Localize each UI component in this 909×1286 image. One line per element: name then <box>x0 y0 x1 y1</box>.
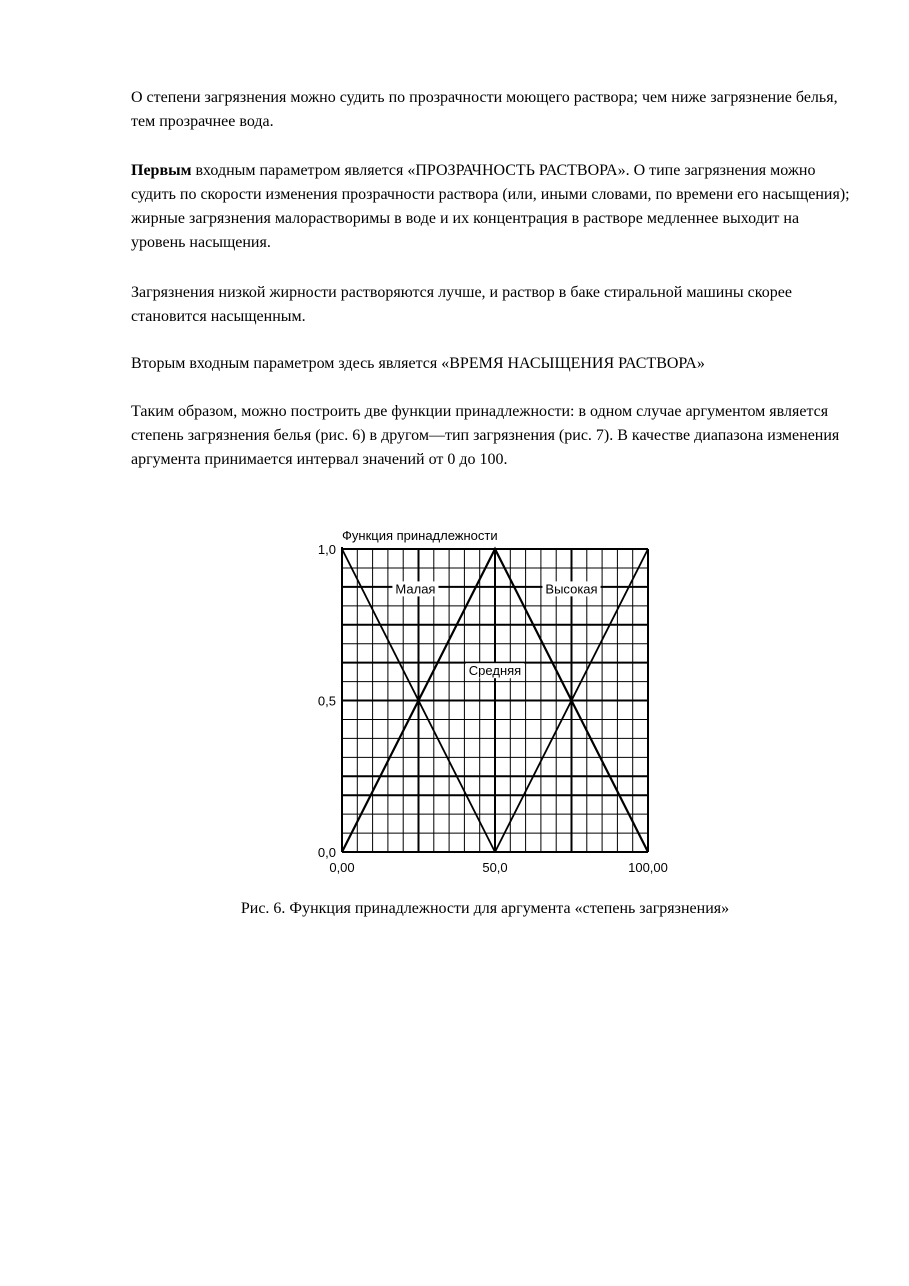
series-label: Малая <box>395 581 436 597</box>
paragraph-1: О степени загрязнения можно судить по прозрачности моющего раствора; чем ниже загрязнение белья, тем прозрачнее вода. <box>131 89 838 130</box>
membership-function-figure <box>290 522 690 892</box>
paragraph-2-bold: Первым <box>131 162 192 179</box>
paragraph-5: Таким образом, можно построить две функции принадлежности: в одном случае аргументом является степень загрязнения белья (рис. 6) в другом—тип загрязнения (рис. 7). В качестве диапазона изменения аргумента принимается интервал значений от 0 до 100. <box>131 403 840 468</box>
x-tick-label: 50,0 <box>482 860 508 875</box>
series-label: Средняя <box>468 663 522 679</box>
membership-function-chart <box>290 522 690 892</box>
paragraph-4: Вторым входным параметром здесь является «ВРЕМЯ НАСЫЩЕНИЯ РАСТВОРА» <box>131 355 705 372</box>
paragraph-2 <box>131 159 851 255</box>
chart-title: Функция принадлежности <box>342 528 498 543</box>
x-tick-label: 0,00 <box>329 860 355 875</box>
paragraph-2-text: входным параметром является «ПРОЗРАЧНОСТЬ РАСТВОРА». О типе загрязнения можно судить по скорости изменения прозрачности раствора (или, иными словами, по времени его насыщения); жирные загрязнения малорастворимы в воде и их концентрация в растворе медленнее выходит на уровень насыщения. <box>131 162 850 251</box>
paragraph-3: Загрязнения низкой жирности растворяются лучше, и раствор в баке стиральной машины скорее становится насыщенным. <box>131 284 792 325</box>
y-tick-label: 0,5 <box>317 693 336 709</box>
figure-caption: Рис. 6. Функция принадлежности для аргумента «степень загрязнения» <box>240 900 730 917</box>
series-label: Высокая <box>545 581 598 597</box>
y-tick-label: 1,0 <box>317 542 336 557</box>
y-tick-label: 0,0 <box>317 845 336 860</box>
x-tick-label: 100,00 <box>628 860 668 875</box>
